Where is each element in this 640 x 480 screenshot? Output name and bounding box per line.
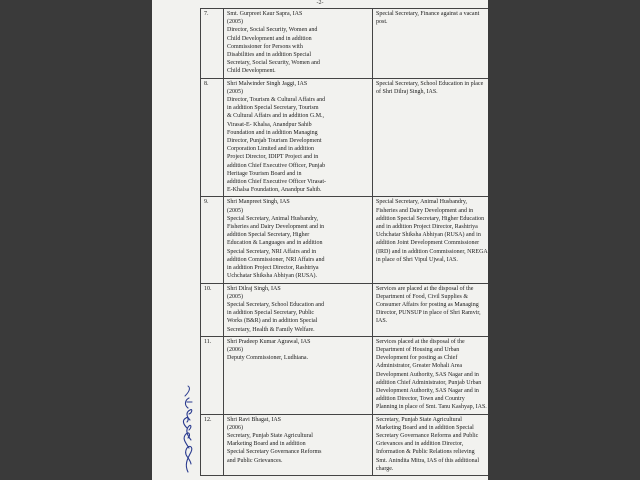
transfer-orders-table: [200, 8, 488, 476]
officer-details-line: addition Special Secretary, Higher: [227, 232, 310, 239]
officer-details-line: Shri Ravi Bhagat, IAS: [227, 416, 281, 423]
officer-details: [224, 283, 373, 336]
new-posting-line: in place of Shri Vipul Ujwal, IAS.: [376, 256, 458, 263]
table-row: [201, 9, 489, 79]
new-posting-line: Services placed at the disposal of the: [376, 338, 465, 345]
new-posting-line: addition Joint Development Commissioner: [376, 240, 480, 247]
new-posting-line: addition Chief Administrator, Punjab Urban: [376, 379, 482, 386]
new-posting-line: Services are placed at the disposal of the: [376, 285, 474, 292]
officer-details-line: Special Secretary Governance Reforms: [227, 449, 322, 456]
serial-number: 12.: [201, 414, 224, 475]
officer-details-line: Special Secretary, NRI Affairs and in: [227, 248, 317, 255]
new-posting: [373, 78, 489, 197]
officer-details-line: Shri Dilraj Singh, IAS: [227, 285, 281, 292]
document-page: [152, 0, 488, 480]
serial-number: 10.: [201, 283, 224, 336]
officer-details-line: in addition Special Secretary, Tourism: [227, 105, 319, 112]
new-posting-line: Uchchatar Shiksha Abhiyan (RUSA) and in: [376, 232, 481, 239]
officer-details-line: Fisheries and Dairy Development and in: [227, 224, 325, 231]
officer-details-line: addition Chief Executive Officer, Punjab: [227, 162, 326, 169]
officer-details-line: Child Development and in addition: [227, 35, 312, 42]
officer-details-line: Shri Pradeep Kumar Agrawal, IAS: [227, 338, 311, 345]
officer-details-line: (2006): [227, 424, 243, 431]
new-posting: [373, 283, 489, 336]
new-posting-line: Department of Housing and Urban: [376, 346, 460, 353]
handwritten-signature: [158, 380, 198, 480]
officer-details-line: Secretary, Punjab State Agricultural: [227, 432, 313, 439]
officer-details-line: & Cultural Affairs and in addition G.M.,: [227, 113, 325, 120]
officer-details-line: Special Secretary, Animal Husbandry,: [227, 215, 319, 222]
officer-details-line: Director, Punjab Tourism Development: [227, 138, 322, 145]
serial-number: 7.: [201, 9, 224, 79]
officer-details-line: Secretary, Health & Family Welfare.: [227, 326, 315, 333]
page-number: -2-: [316, 0, 324, 6]
new-posting-line: Special Secretary, Finance against a vacant: [376, 11, 480, 17]
new-posting: [373, 197, 489, 283]
new-posting: [373, 9, 489, 79]
new-posting-line: Department of Food, Civil Supplies &: [376, 293, 468, 300]
new-posting-line: Development Authority, SAS Nagar and in: [376, 371, 479, 378]
new-posting-line: Administrator, Greater Mohali Area: [376, 363, 463, 370]
officer-details-line: (2006): [227, 346, 243, 353]
new-posting-line: Secretary, Punjab State Agricultural: [376, 416, 462, 423]
officer-details-line: (2005): [227, 19, 243, 26]
officer-details-line: Deputy Commissioner, Ludhiana.: [227, 355, 309, 362]
officer-details: [224, 9, 373, 79]
officer-details: [224, 78, 373, 197]
new-posting-line: charge.: [376, 465, 394, 472]
officer-details-line: Secretary, Social Security, Women and: [227, 60, 320, 67]
officer-details-line: Shri Manpreet Singh, IAS: [227, 199, 290, 206]
officer-details-line: Director, Tourism & Cultural Affairs and: [227, 97, 326, 104]
new-posting-line: Development for posting as Chief: [376, 355, 458, 362]
officer-details-line: Special Secretary, School Education and: [227, 301, 325, 308]
officer-details-line: Foundation and in addition Managing: [227, 129, 318, 136]
officer-details-line: Uchchatar Shiksha Abhiyan (RUSA).: [227, 273, 317, 280]
serial-number: 9.: [201, 197, 224, 283]
officer-details-line: E-Khalsa Foundation, Anandpur Sahib.: [227, 187, 322, 194]
table-row: [201, 336, 489, 414]
serial-number: 11.: [201, 336, 224, 414]
officer-details-line: addition Chief Executive Officer Virasat-: [227, 179, 327, 186]
new-posting: [373, 414, 489, 475]
table-row: [201, 283, 489, 336]
officer-details-line: and Public Grievances.: [227, 457, 283, 464]
officer-details-line: Director, Social Security, Women and: [227, 27, 318, 34]
officer-details-line: Child Development.: [227, 68, 276, 75]
officer-details: [224, 336, 373, 414]
officer-details-line: in addition Special Secretary, Public: [227, 310, 315, 317]
officer-details: [224, 414, 373, 475]
officer-details-line: Virasat-E- Khalsa, Anandpur Sahib: [227, 121, 312, 128]
officer-details-line: Corporation Limited and in addition: [227, 146, 314, 153]
officer-details-line: Smt. Gurpreet Kaur Sapra, IAS: [227, 11, 303, 17]
new-posting-line: Special Secretary, Animal Husbandry,: [376, 199, 468, 206]
new-posting-line: IAS.: [376, 318, 388, 325]
table-row: [201, 197, 489, 283]
officer-details-line: addition Commissioner, NRI Affairs and: [227, 256, 325, 263]
new-posting-line: Development Authority, SAS Nagar and in: [376, 387, 479, 394]
new-posting-line: of Shri Dilraj Singh, IAS.: [376, 88, 438, 95]
new-posting-line: (IRD) and in addition Commissioner, NREGA: [376, 248, 488, 255]
table-row: [201, 414, 489, 475]
new-posting-line: Planning in place of Smt. Tanu Kashyap, IAS.: [376, 404, 487, 411]
officer-details-line: Education & Languages and in addition: [227, 240, 323, 247]
officer-details-line: (2005): [227, 293, 243, 300]
new-posting-line: Secretary Governance Reforms and Public: [376, 432, 479, 439]
new-posting-line: Fisheries and Dairy Development and in: [376, 207, 474, 214]
officer-details-line: (2005): [227, 207, 243, 214]
officer-details-line: Marketing Board and in addition: [227, 441, 306, 448]
officer-details-line: Commissioner for Persons with: [227, 43, 303, 50]
new-posting-line: addition Special Secretary, Higher Education: [376, 215, 485, 222]
officer-details-line: (2005): [227, 88, 243, 95]
officer-details: [224, 197, 373, 283]
officer-details-line: Heritage Tourism Board and in: [227, 170, 302, 177]
officer-details-line: Disabilities and in addition Special: [227, 52, 311, 59]
table-row: [201, 78, 489, 197]
officer-details-line: Works (B&R) and in addition Special: [227, 318, 318, 325]
new-posting-line: post.: [376, 19, 388, 26]
new-posting-line: addition Director, Town and Country: [376, 396, 465, 403]
officer-details-line: Shri Malwinder Singh Jaggi, IAS: [227, 80, 308, 87]
new-posting-line: Consumer Affairs for posting as Managing: [376, 301, 479, 308]
new-posting-line: Marketing Board and in addition Special: [376, 424, 474, 431]
officer-details-line: in addition Project Director, Rashtriya: [227, 265, 319, 272]
new-posting-line: Director, PUNSUP in place of Shri Ramvir,: [376, 310, 481, 317]
new-posting-line: and in addition Project Director, Rashtriya: [376, 224, 478, 231]
new-posting-line: Smt. Anindita Mitra, IAS of this additional: [376, 457, 479, 464]
new-posting-line: Information & Public Relations relieving: [376, 449, 475, 456]
serial-number: 8.: [201, 78, 224, 197]
new-posting: [373, 336, 489, 414]
new-posting-line: Grievances and in addition Director,: [376, 441, 464, 448]
new-posting-line: Special Secretary, School Education in place: [376, 80, 484, 87]
officer-details-line: Project Director, IDIPT Project and in: [227, 154, 319, 161]
